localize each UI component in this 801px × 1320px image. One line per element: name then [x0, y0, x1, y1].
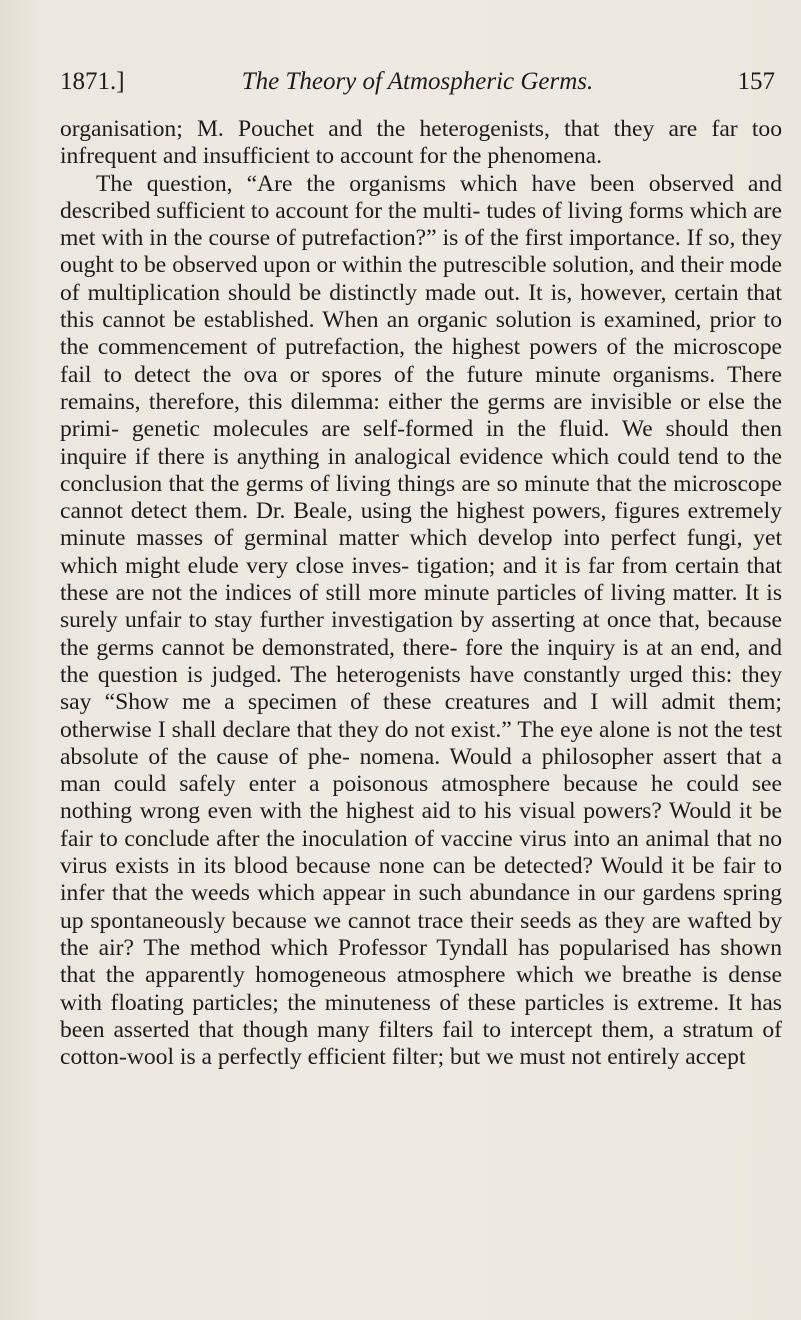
- paragraph-2: The question, “Are the organisms which have been observed and described sufficient to account for the multi- tudes of living forms which are met with in the course of putrefaction?” is of the first importance. If so, they ought to be observed upon or within the putrescible solution, and their mode of multiplication should be distinctly made out. It is, however, certain that this cannot be established. When an organic solution is examined, prior to the commencement of putrefaction, the highest powers of the microscope fail to detect the ova or spores of the future minute organisms. There remains, therefore, this dilemma: either the germs are invisible or else the primi- genetic molecules are self-formed in the fluid. We should then inquire if there is anything in analogical evidence which could tend to the conclusion that the germs of living things are so minute that the microscope cannot detect them. Dr. Beale, using the highest powers, figures extremely minute masses of germinal matter which develop into perfect fungi, yet which might elude very close inves- tigation; and it is far from certain that these are not the indices of still more minute particles of living matter. It is surely unfair to stay further investigation by asserting at once that, because the germs cannot be demonstrated, there- fore the inquiry is at an end, and the question is judged. The heterogenists have constantly urged this: they say “Show me a specimen of these creatures and I will admit them; otherwise I shall declare that they do not exist.” The eye alone is not the test absolute of the cause of phe- nomena. Would a philosopher assert that a man could safely enter a poisonous atmosphere because he could see nothing wrong even with the highest aid to his visual powers? Would it be fair to conclude after the inoculation of vaccine virus into an animal that no virus exists in its blood because none can be detected? Would it be fair to infer that the weeds which appear in such abundance in our gardens spring up spontaneously because we cannot trace their seeds as they are wafted by the air? The method which Professor Tyndall has popularised has shown that the apparently homogeneous atmosphere which we breathe is dense with floating particles; the minuteness of these particles is extreme. It has been asserted that though many filters fail to intercept them, a stratum of cotton-wool is a perfectly efficient filter; but we must not entirely accept: [60, 170, 782, 1071]
- body-text: [60, 116, 782, 1071]
- page-number: 157: [737, 68, 775, 95]
- header-year: 1871.]: [60, 68, 125, 95]
- header-title: The Theory of Atmospheric Germs.: [241, 68, 594, 95]
- paragraph-1: organisation; M. Pouchet and the heterogenists, that they are far too infrequent and insufficient to account for the phenomena.: [60, 116, 782, 170]
- running-header: [60, 68, 775, 102]
